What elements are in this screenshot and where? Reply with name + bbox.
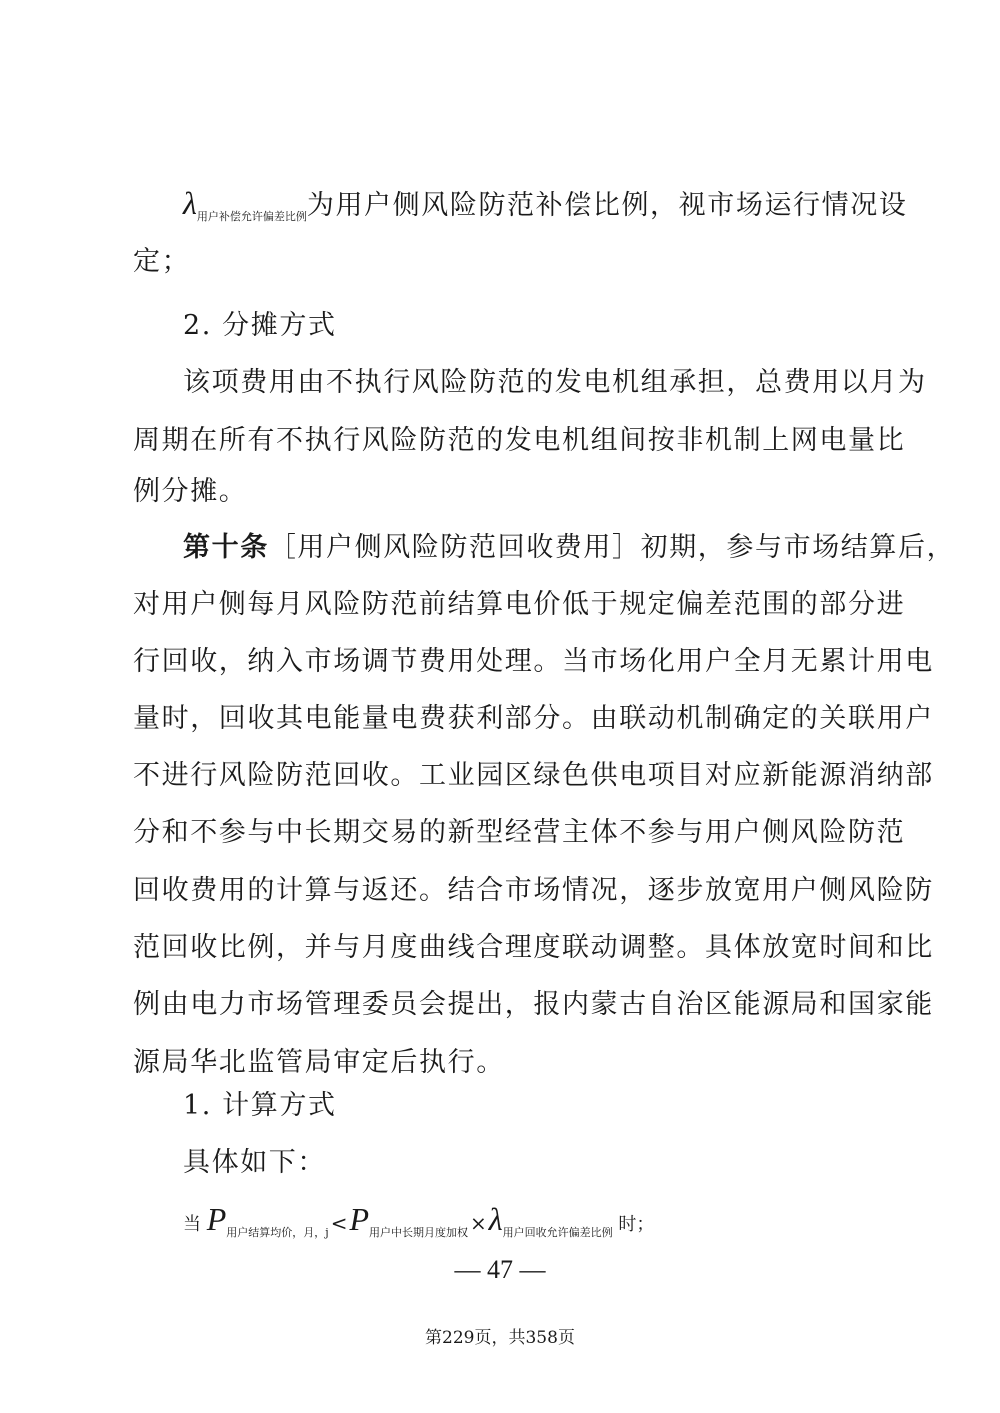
formula-lambda: λ: [488, 1201, 503, 1237]
section-heading: 2. 分摊方式: [183, 310, 337, 341]
formula-suffix: 时；: [618, 1214, 655, 1235]
article-10-first-line: [183, 531, 955, 565]
paragraph-line: 范回收比例，并与月度曲线合理度联动调整。具体放宽时间和比: [133, 932, 934, 963]
paragraph-line: 回收费用的计算与返还。结合市场情况，逐步放宽用户侧风险防: [133, 875, 934, 906]
formula-times: ×: [470, 1211, 487, 1235]
page-footer: 第229页，共358页: [425, 1328, 575, 1348]
lambda-subscript: 用户补偿允许偏差比例: [196, 210, 307, 223]
paragraph-line: 例由电力市场管理委员会提出，报内蒙古自治区能源局和国家能: [133, 989, 934, 1020]
paragraph-line: 分和不参与中长期交易的新型经营主体不参与用户侧风险防范: [133, 817, 906, 848]
paragraph-line: 源局华北监管局审定后执行。: [133, 1047, 505, 1078]
page-number: — 47 —: [454, 1255, 546, 1284]
paragraph-line: 不进行风险防范回收。工业园区绿色供电项目对应新能源消纳部: [133, 760, 934, 791]
paragraph-line: 行回收，纳入市场调节费用处理。当市场化用户全月无累计用电: [133, 646, 934, 677]
formula-prefix: 当: [183, 1214, 201, 1235]
lambda-definition-line: [183, 186, 907, 234]
paragraph-line: 具体如下：: [183, 1147, 326, 1178]
paragraph-line: 对用户侧每月风险防范前结算电价低于规定偏差范围的部分进: [133, 589, 906, 620]
lambda-definition-cont: 定；: [133, 246, 191, 277]
lambda-symbol: λ: [183, 185, 197, 221]
formula-lambda-subscript: 用户回收允许偏差比例: [502, 1226, 613, 1239]
lambda-definition-text: 为用户侧风险防范补偿比例，视市场运行情况设: [306, 190, 908, 221]
article-title: 第十条: [183, 532, 269, 563]
paragraph-line: 例分摊。: [133, 476, 248, 507]
formula-p1: P: [206, 1201, 227, 1237]
formula-p2-subscript: 用户中长期月度加权: [369, 1226, 469, 1239]
paragraph-line: 量时，回收其电能量电费获利部分。由联动机制确定的关联用户: [133, 703, 934, 734]
paragraph-line: 该项费用由不执行风险防范的发电机组承担，总费用以月为: [183, 367, 927, 398]
formula-less-than: <: [330, 1211, 348, 1235]
formula-p2: P: [349, 1201, 370, 1237]
section-heading: 1. 计算方式: [183, 1090, 337, 1121]
formula-p1-subscript: 用户结算均价，月，j: [226, 1226, 329, 1239]
formula: [183, 1202, 654, 1250]
paragraph-line: 周期在所有不执行风险防范的发电机组间按非机制上网电量比: [133, 425, 906, 456]
paragraph-line: ［用户侧风险防范回收费用］初期，参与市场结算后，: [268, 532, 956, 563]
